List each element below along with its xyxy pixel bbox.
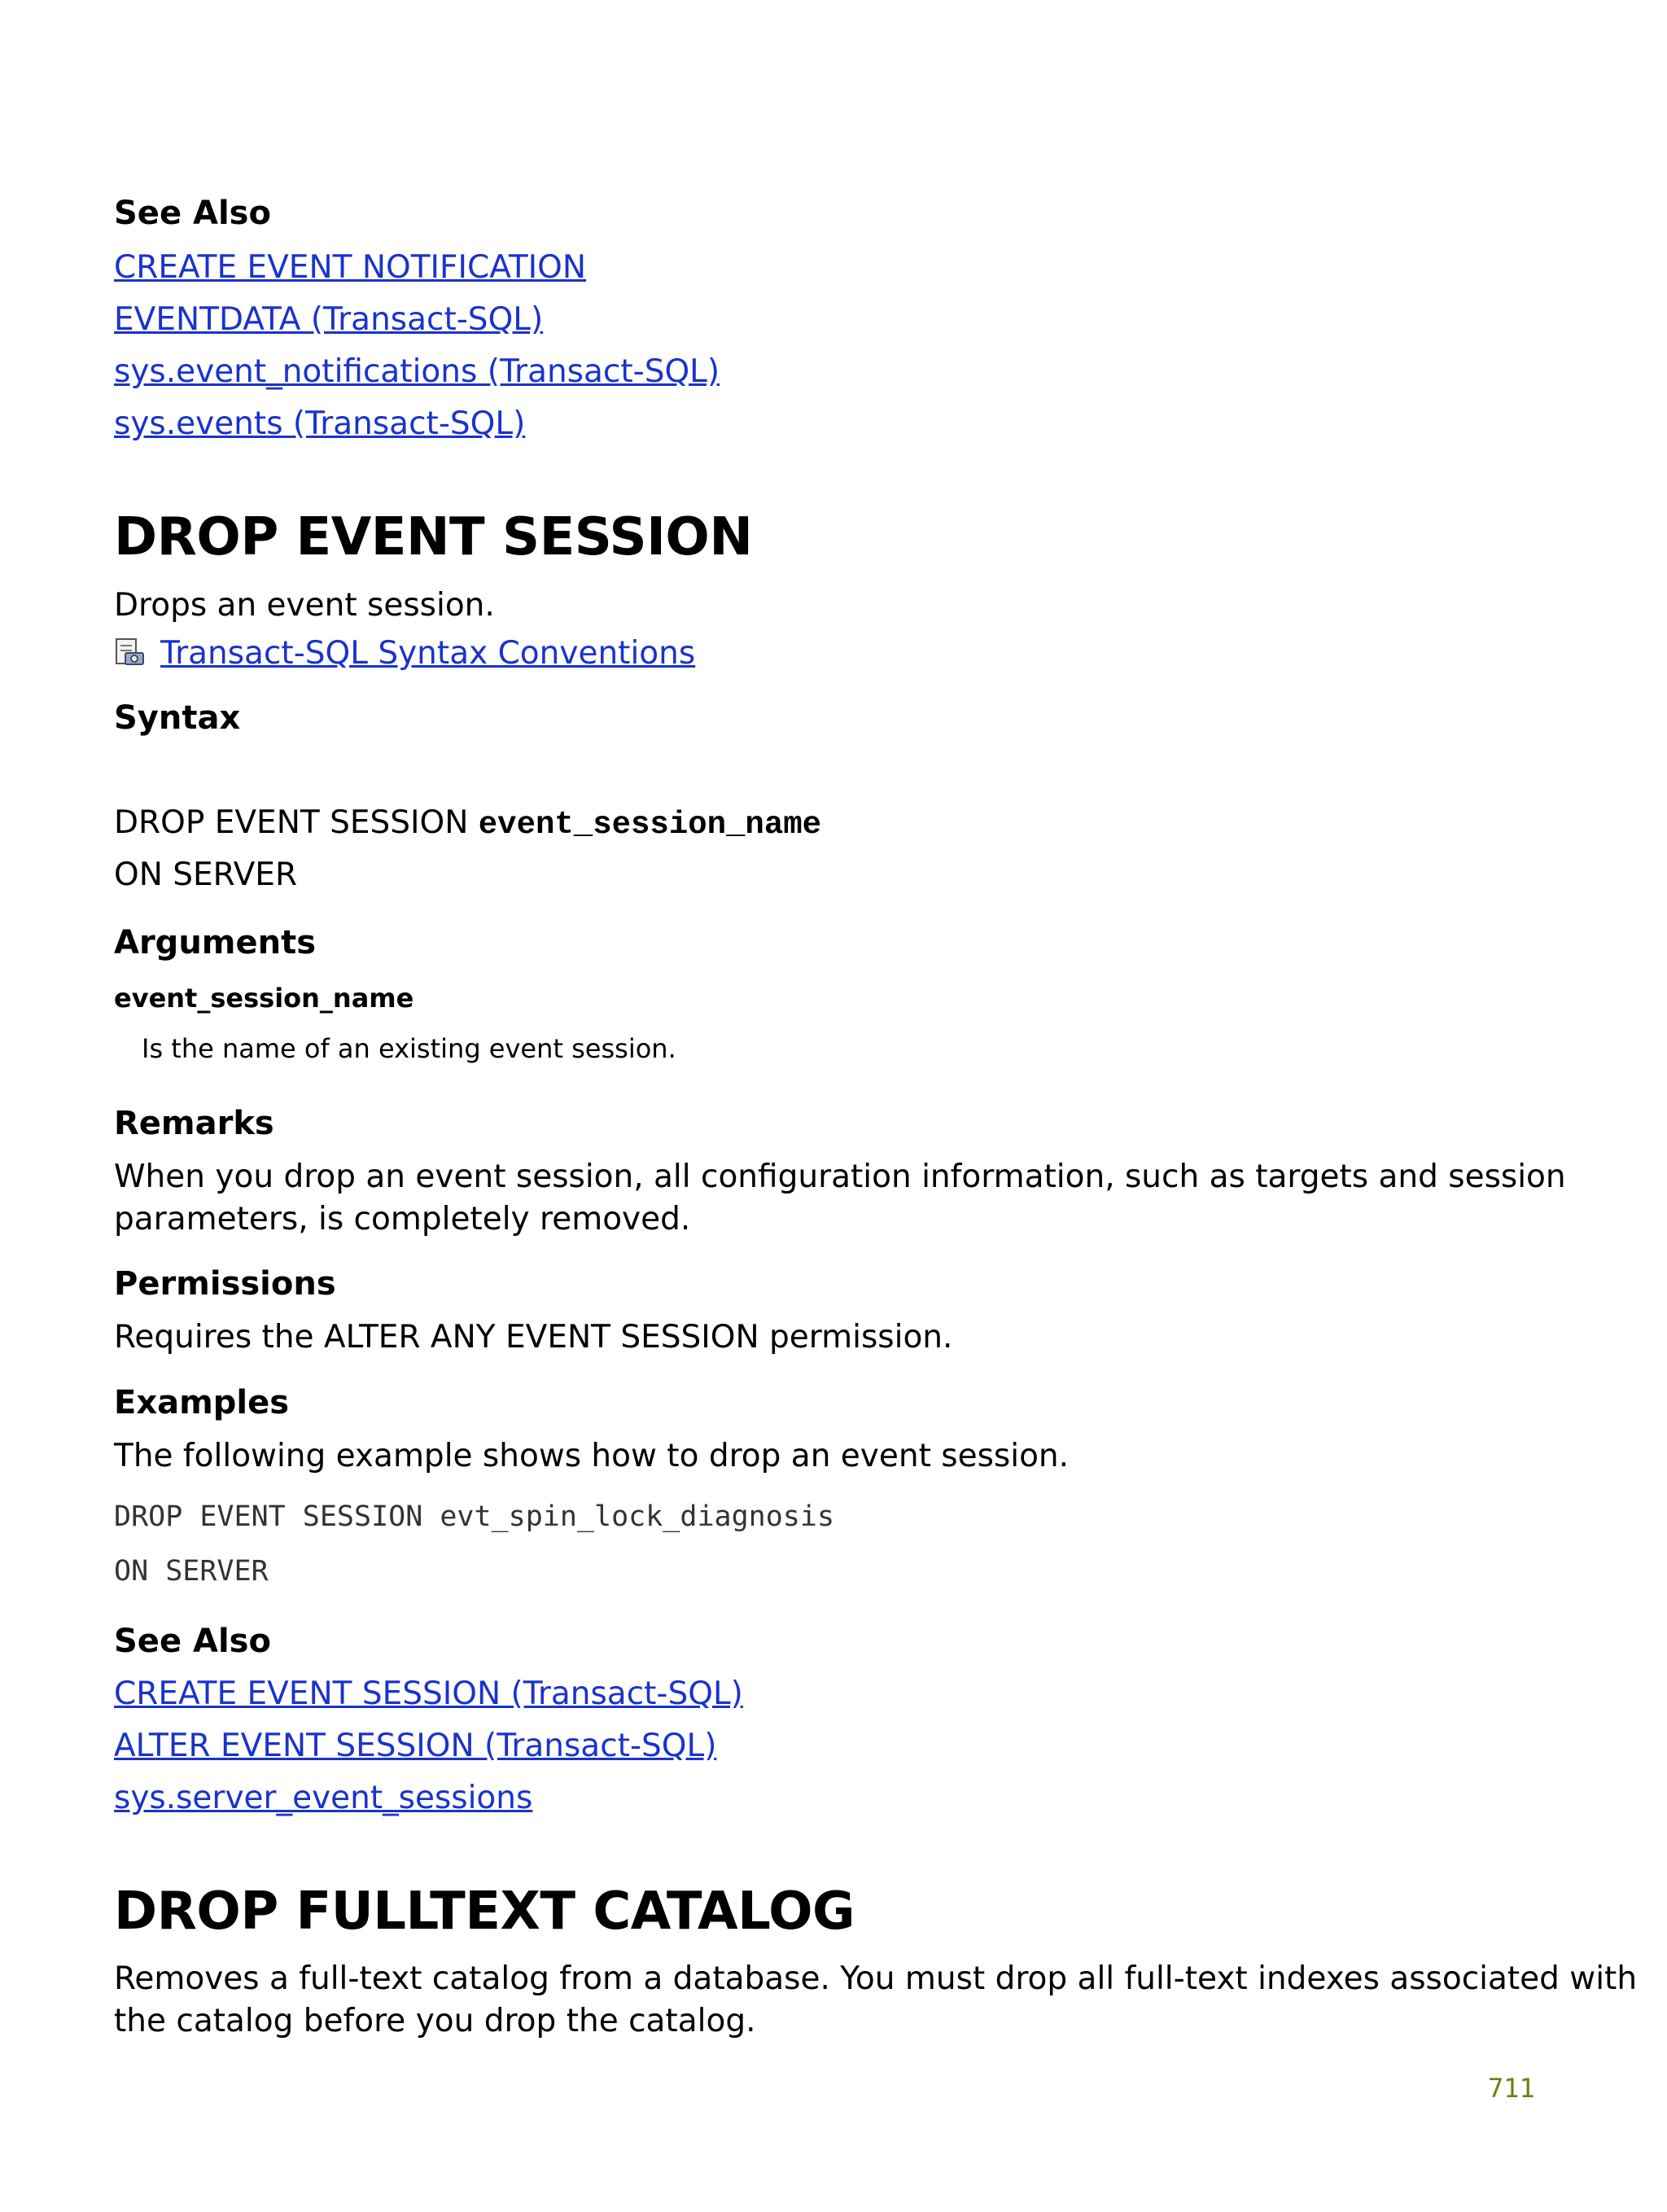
section-title-2: DROP FULLTEXT CATALOG bbox=[114, 1881, 855, 1942]
link-sys-event-notifications[interactable]: sys.event_notifications (Transact-SQL) bbox=[114, 353, 720, 390]
code-line-1: DROP EVENT SESSION evt_spin_lock_diagnosis bbox=[114, 1500, 835, 1533]
syntax-line-2: ON SERVER bbox=[114, 856, 298, 893]
syntax-argument: event_session_name bbox=[478, 807, 822, 843]
argument-name: event_session_name bbox=[114, 983, 414, 1014]
code-line-2: ON SERVER bbox=[114, 1555, 269, 1588]
link-sys-events[interactable]: sys.events (Transact-SQL) bbox=[114, 405, 526, 442]
argument-description: Is the name of an existing event session. bbox=[142, 1033, 676, 1064]
syntax-keyword: DROP EVENT SESSION bbox=[114, 804, 479, 841]
section-title: DROP EVENT SESSION bbox=[114, 507, 753, 567]
permissions-text: Requires the ALTER ANY EVENT SESSION permission. bbox=[114, 1319, 953, 1356]
syntax-heading: Syntax bbox=[114, 699, 241, 737]
fulltext-line-1: Removes a full-text catalog from a database. You must drop all full-text indexes associated with bbox=[114, 1960, 1638, 1997]
remarks-line-2: parameters, is completely removed. bbox=[114, 1201, 691, 1237]
arguments-heading: Arguments bbox=[114, 924, 317, 961]
link-alter-event-session[interactable]: ALTER EVENT SESSION (Transact-SQL) bbox=[114, 1728, 717, 1764]
see-also-heading-2: See Also bbox=[114, 1623, 271, 1660]
link-syntax-conventions[interactable]: Transact-SQL Syntax Conventions bbox=[160, 635, 696, 672]
examples-heading: Examples bbox=[114, 1384, 290, 1421]
syntax-line-1 bbox=[114, 802, 821, 846]
examples-text: The following example shows how to drop an event session. bbox=[114, 1438, 1070, 1474]
section-description: Drops an event session. bbox=[114, 587, 495, 624]
link-create-event-session[interactable]: CREATE EVENT SESSION (Transact-SQL) bbox=[114, 1675, 743, 1712]
syntax-conventions-icon bbox=[114, 637, 147, 669]
remarks-heading: Remarks bbox=[114, 1105, 274, 1142]
link-sys-server-event-sessions[interactable]: sys.server_event_sessions bbox=[114, 1780, 533, 1816]
link-eventdata[interactable]: EVENTDATA (Transact-SQL) bbox=[114, 301, 544, 338]
remarks-line-1: When you drop an event session, all configuration information, such as targets and session bbox=[114, 1159, 1566, 1195]
page-number: 711 bbox=[1488, 2073, 1535, 2104]
link-create-event-notification[interactable]: CREATE EVENT NOTIFICATION bbox=[114, 249, 587, 286]
see-also-heading: See Also bbox=[114, 195, 271, 232]
fulltext-line-2: the catalog before you drop the catalog. bbox=[114, 2003, 756, 2039]
permissions-heading: Permissions bbox=[114, 1265, 336, 1303]
